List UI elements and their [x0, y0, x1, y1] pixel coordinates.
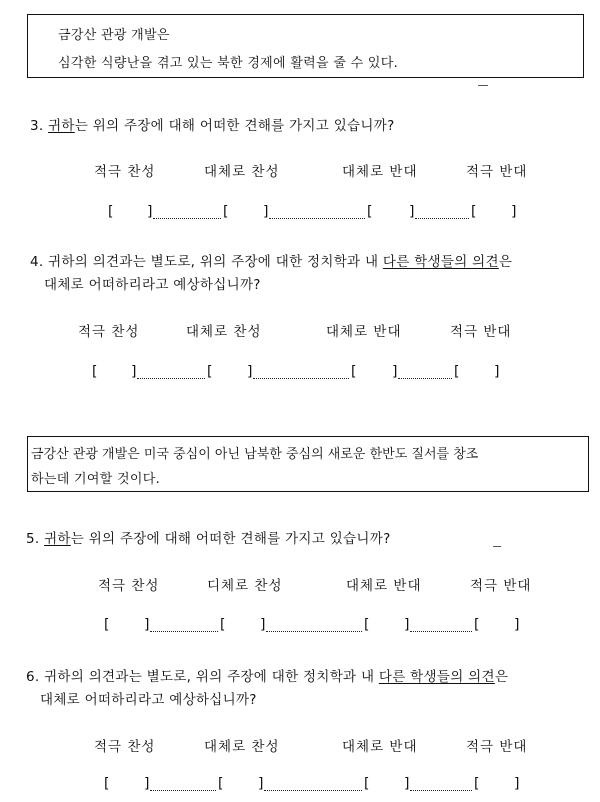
question-4-line-1	[30, 250, 512, 270]
q6-slot-1-close[interactable]: ]	[144, 776, 150, 792]
q3-slot-1-open[interactable]: [	[108, 204, 114, 220]
q5-slot-3-close[interactable]: ]	[404, 617, 410, 633]
q3-slot-2-close[interactable]: ]	[263, 204, 269, 220]
q6-option-mostly-disagree: 대체로 반대	[342, 739, 418, 755]
q5-option-strongly-agree: 적극 찬성	[98, 578, 160, 594]
q4-slot-4-close[interactable]: ]	[494, 364, 500, 380]
q5-leader-1	[150, 631, 218, 632]
statement-1-line-1: 금강산 관광 개발은	[58, 28, 170, 43]
q3-slot-4-open[interactable]: [	[471, 204, 477, 220]
q4-slot-1-close[interactable]: ]	[131, 364, 137, 380]
q3-leader-2	[269, 218, 365, 219]
question-6-text-post: 은	[494, 669, 509, 685]
question-3-subject: 귀하	[48, 118, 75, 134]
question-6-line-1	[26, 665, 508, 685]
q3-slot-2-open[interactable]: [	[223, 204, 229, 220]
question-5-subject: 귀하	[44, 531, 71, 547]
q6-leader-3	[410, 790, 472, 791]
q4-slot-3-close[interactable]: ]	[392, 364, 398, 380]
q6-slot-4-close[interactable]: ]	[514, 776, 520, 792]
q6-slot-3-open[interactable]: [	[364, 776, 370, 792]
q3-slot-1-close[interactable]: ]	[147, 204, 153, 220]
q6-option-strongly-agree: 적극 찬성	[94, 739, 156, 755]
q6-option-strongly-disagree: 적극 반대	[466, 739, 528, 755]
question-4-text-post: 은	[498, 254, 513, 270]
q3-option-mostly-disagree: 대체로 반대	[342, 164, 418, 180]
q3-leader-3	[415, 218, 469, 219]
question-6-text-pre: 귀하의 의견과는 별도로, 위의 주장에 대한 정치학과 내	[44, 669, 379, 685]
q3-slot-4-close[interactable]: ]	[511, 204, 517, 220]
q5-slot-4-close[interactable]: ]	[514, 617, 520, 633]
q5-leader-2	[266, 631, 362, 632]
question-3-text: 는 위의 주장에 대해 어떠한 견해를 가지고 있습니까?	[74, 118, 395, 134]
q3-option-mostly-agree: 대체로 찬성	[204, 164, 280, 180]
q4-leader-2	[253, 378, 349, 379]
question-4-emphasis: 다른 학생들의 의견	[382, 254, 499, 270]
q3-slot-3-close[interactable]: ]	[409, 204, 415, 220]
q5-option-strongly-disagree: 적극 반대	[470, 578, 532, 594]
q5-leader-3	[410, 631, 472, 632]
q5-option-mostly-agree: 디체로 찬성	[207, 578, 283, 594]
question-6-line-2: 대체로 어떠하리라고 예상하십니까?	[40, 692, 257, 708]
q4-option-mostly-agree: 대체로 찬성	[186, 324, 262, 340]
q4-option-mostly-disagree: 대체로 반대	[326, 324, 402, 340]
question-3-number: 3.	[30, 118, 44, 134]
q6-leader-2	[264, 790, 362, 791]
q6-option-mostly-agree: 대체로 찬성	[204, 739, 280, 755]
q5-slot-2-close[interactable]: ]	[260, 617, 266, 633]
q4-slot-2-open[interactable]: [	[207, 364, 213, 380]
q4-leader-3	[398, 378, 452, 379]
q4-slot-3-open[interactable]: [	[351, 364, 357, 380]
q5-slot-2-open[interactable]: [	[220, 617, 226, 633]
q5-option-mostly-disagree: 대체로 반대	[346, 578, 422, 594]
q6-slot-2-close[interactable]: ]	[258, 776, 264, 792]
statement-2-line-1: 금강산 관광 개발은 미국 중심이 아닌 남북한 중심의 새로운 한반도 질서를 창조	[31, 447, 479, 462]
q4-option-strongly-disagree: 적극 반대	[450, 324, 512, 340]
question-5-text: 는 위의 주장에 대해 어떠한 견해를 가지고 있습니까?	[70, 531, 391, 547]
q6-slot-4-open[interactable]: [	[474, 776, 480, 792]
statement-2-line-2: 하는데 기여할 것이다.	[31, 472, 161, 487]
q4-option-strongly-agree: 적극 찬성	[78, 324, 140, 340]
question-5-number: 5.	[26, 531, 40, 547]
statement-1-line-2: 심각한 식량난을 겪고 있는 북한 경제에 활력을 줄 수 있다.	[58, 56, 399, 71]
q3-leader-1	[153, 218, 221, 219]
q5-slot-1-open[interactable]: [	[104, 617, 110, 633]
q4-slot-1-open[interactable]: [	[92, 364, 98, 380]
q4-slot-2-close[interactable]: ]	[247, 364, 253, 380]
question-5	[26, 527, 391, 547]
q3-slot-3-open[interactable]: [	[367, 204, 373, 220]
question-3	[30, 114, 395, 134]
q3-option-strongly-disagree: 적극 반대	[466, 164, 528, 180]
question-4-text-pre: 귀하의 의견과는 별도로, 위의 주장에 대한 정치학과 내	[48, 254, 383, 270]
q6-leader-1	[150, 790, 216, 791]
question-4-line-2: 대체로 어떠하리라고 예상하십니까?	[44, 277, 261, 293]
question-4-number: 4.	[30, 254, 44, 270]
q4-slot-4-open[interactable]: [	[454, 364, 460, 380]
scan-mark-2	[493, 546, 501, 547]
q4-leader-1	[137, 378, 205, 379]
question-6-emphasis: 다른 학생들의 의견	[378, 669, 495, 685]
q3-option-strongly-agree: 적극 찬성	[94, 164, 156, 180]
q5-slot-4-open[interactable]: [	[474, 617, 480, 633]
q5-slot-3-open[interactable]: [	[364, 617, 370, 633]
q6-slot-1-open[interactable]: [	[104, 776, 110, 792]
q5-slot-1-close[interactable]: ]	[144, 617, 150, 633]
q6-slot-3-close[interactable]: ]	[404, 776, 410, 792]
q6-slot-2-open[interactable]: [	[218, 776, 224, 792]
scan-mark	[478, 85, 488, 86]
question-6-number: 6.	[26, 669, 40, 685]
